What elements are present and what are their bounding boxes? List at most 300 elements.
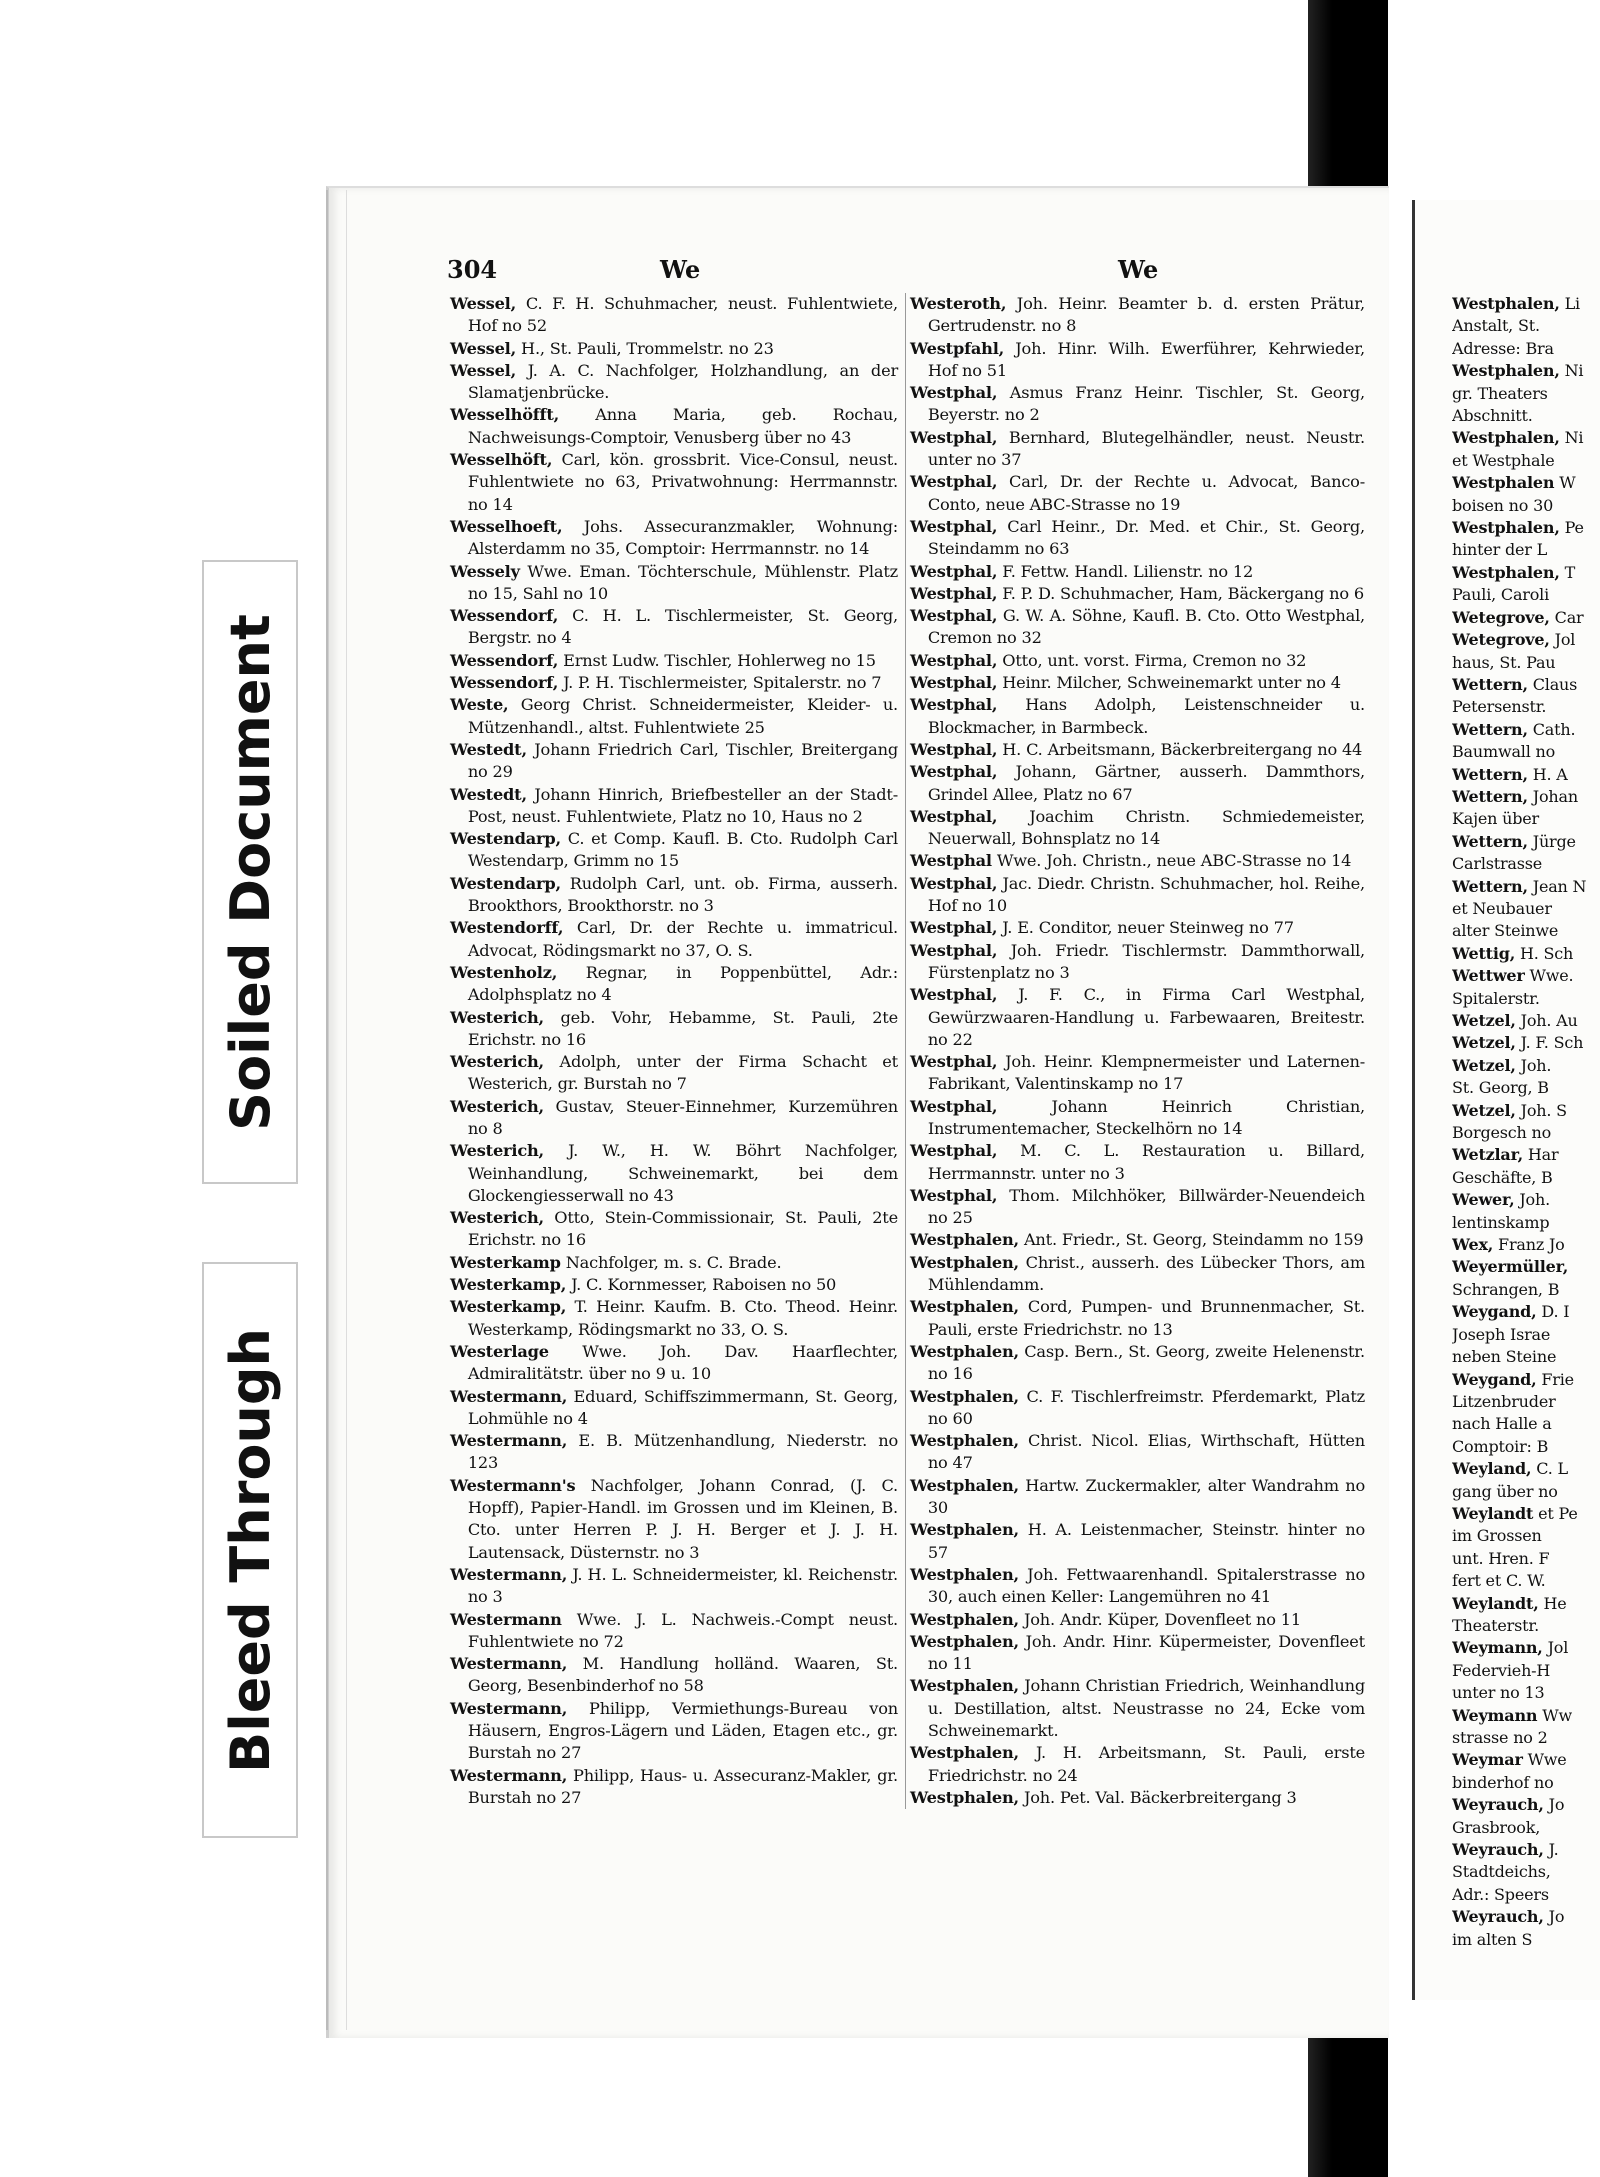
directory-entry [1452,293,1600,315]
directory-entry [1452,1458,1600,1480]
entry-details: H. A [1532,764,1568,784]
directory-entry [450,1609,898,1654]
directory-entry [910,1252,1365,1297]
entry-surname: Westphalen, [910,1609,1019,1629]
directory-entry [1452,338,1600,360]
entry-details: Joh. Fettwaarenhandl. Spitalerstrasse no 30, auch einen Keller: Langemühren no 41 [927,1564,1365,1607]
directory-entry [910,605,1365,650]
entry-details: St. Georg, B [1452,1078,1549,1098]
directory-entry [1452,898,1600,920]
entry-details: Abschnitt. [1452,406,1533,426]
entry-details: C. F. Tischlerfreimstr. Pferdemarkt, Platz no 60 [927,1386,1365,1428]
directory-entry [1452,405,1600,427]
entry-details: boisen no 30 [1452,495,1554,515]
directory-entry [1452,1234,1600,1256]
directory-entry [1452,943,1600,965]
entry-details: unt. Hren. F [1452,1548,1550,1568]
entry-details: Otto, unt. vorst. Firma, Cremon no 32 [1002,650,1307,670]
entry-surname: Westerich, [450,1052,544,1072]
directory-entry [1452,1929,1600,1951]
entry-details: Eduard, Schiffszimmermann, St. Georg, Lohmühle no 4 [467,1386,898,1428]
entry-details: Carl, Dr. der Rechte u. immatricul. Advocat, Rödingsmarkt no 37, O. S. [467,918,898,960]
entry-surname: Wettern, [1452,764,1528,784]
directory-entry [1452,719,1600,741]
directory-entry [450,1698,898,1765]
entry-details: Wwe. [1529,966,1574,986]
entry-details: fert et C. W. [1452,1571,1546,1591]
directory-entry [1452,1077,1600,1099]
directory-entry [450,917,898,962]
entry-details: Ernst Ludw. Tischler, Hohlerweg no 15 [563,650,876,670]
entry-details: haus, St. Pau [1452,652,1556,672]
entry-details: Theaterstr. [1452,1615,1539,1635]
entry-surname: Westphalen, [1452,562,1560,582]
directory-entry [1452,741,1600,763]
entry-details: Johann Christian Friedrich, Weinhandlung u. Destillation, altst. Neustrasse no 24, Ecke vom Schweinemarkt. [927,1676,1365,1740]
entry-details: Johann Hinrich, Briefbesteller an der Stadt-Post, neust. Fuhlentwiete, Platz no 10, Haus no 2 [467,784,898,826]
entry-details: Joh. Au [1520,1011,1578,1030]
entry-surname: Weygand, [1452,1369,1537,1389]
directory-entry [1452,1839,1600,1861]
entry-surname: Westendarp, [450,873,561,893]
directory-entry [1452,696,1600,718]
directory-entry [1452,1413,1600,1435]
directory-entry [1452,1369,1600,1391]
directory-entry [910,940,1365,985]
entry-details: Johann Friedrich Carl, Tischler, Breitergang no 29 [467,739,898,782]
directory-entry [450,1564,898,1609]
directory-entry [1452,1503,1600,1525]
directory-entry [1452,786,1600,808]
entry-details: Carl Heinr., Dr. Med. et Chir., St. Georg, Steindamm no 63 [927,516,1365,559]
entry-details: Ww [1542,1705,1572,1725]
directory-entry [1452,1481,1600,1503]
directory-entry [1452,1055,1600,1077]
entry-details: Li [1564,294,1580,313]
entry-details: Kajen über [1452,809,1539,829]
entry-details: gang über no [1452,1481,1558,1501]
directory-entry [450,1386,898,1431]
entry-details: J. W., H. W. Böhrt Nachfolger, Weinhandlung, Schweinemarkt, bei dem Glockengiesserwall no 43 [467,1141,898,1205]
entry-details: Schrangen, B [1452,1279,1560,1299]
directory-entry [910,1096,1365,1141]
entry-details: Car [1554,607,1584,627]
directory-entry [1452,1749,1600,1771]
entry-details: Borgesch no [1452,1123,1552,1143]
entry-details: Joh. Hinr. Wilh. Ewerführer, Kehrwieder, Hof no 51 [927,338,1365,380]
entry-surname: Westphal, [910,561,998,581]
entry-details: Asmus Franz Heinr. Tischler, St. Georg, Beyerstr. no 2 [927,383,1365,425]
entry-surname: Westphalen, [1452,361,1560,381]
entry-surname: Westeroth, [910,294,1007,313]
directory-entry [1452,1615,1600,1637]
entry-details: Cath. [1532,719,1576,739]
directory-entry [450,1475,898,1564]
entry-details: Carl, Dr. der Rechte u. Advocat, Banco-Conto, neue ABC-Strasse no 19 [927,472,1365,514]
entry-details: F. Fettw. Handl. Lilienstr. no 12 [1002,561,1254,581]
directory-entry [1452,1884,1600,1906]
directory-entry [1452,472,1600,494]
entry-surname: Weylandt, [1452,1593,1539,1613]
directory-entry [910,761,1365,806]
entry-details: alter Steinwe [1452,921,1559,941]
directory-entry [1452,876,1600,898]
directory-entry [450,1252,898,1274]
entry-surname: Westerich, [450,1096,544,1116]
entry-surname: Weyrauch, [1452,1907,1544,1927]
entry-details: Franz Jo [1498,1235,1565,1255]
directory-entry [450,1341,898,1386]
entry-details: Pe [1564,518,1584,538]
directory-entry [450,828,898,873]
directory-entry [1452,1391,1600,1413]
directory-entry [450,293,898,338]
entry-surname: Westphalen, [910,1631,1019,1651]
bleed-through-label-text: Bleed Through [218,1327,282,1773]
entry-details: Federvieh-H [1452,1660,1551,1680]
directory-entry [910,1229,1365,1251]
entry-surname: Westphal, [910,383,998,403]
soiled-document-label [202,560,298,1184]
directory-entry [450,605,898,650]
entry-details: Wwe. Eman. Töchterschule, Mühlenstr. Platz no 15, Sahl no 10 [467,561,898,603]
entry-details: Rudolph Carl, unt. ob. Firma, ausserh. Brookthors, Brookthorstr. no 3 [467,873,898,916]
entry-details: Comptoir: B [1452,1436,1549,1456]
page-edge [326,190,347,2030]
directory-entry [1452,1525,1600,1547]
entry-details: geb. Vohr, Hebamme, St. Pauli, 2te Erichstr. no 16 [467,1007,898,1049]
entry-details: Jac. Diedr. Christn. Schuhmacher, hol. Reihe, Hof no 10 [927,873,1365,916]
entry-surname: Weyland, [1452,1459,1532,1479]
directory-entry [450,1430,898,1475]
entry-details: Joh. [1519,1190,1550,1210]
directory-entry [1452,652,1600,674]
entry-details: Joseph Israe [1452,1324,1551,1344]
entry-details: Wwe [1527,1750,1567,1770]
entry-details: Joh. Heinr. Klempnermeister und Laternen-Fabrikant, Valentinskamp no 17 [927,1052,1365,1094]
entry-details: nach Halle a [1452,1414,1552,1434]
entry-details: H. A. Leistenmacher, Steinstr. hinter no 57 [927,1520,1366,1562]
entry-details: Frie [1541,1369,1574,1389]
directory-entry [1452,764,1600,786]
entry-surname: Wetegrove, [1452,607,1550,627]
entry-details: gr. Theaters [1452,383,1548,403]
entry-details: Georg Christ. Schneidermeister, Kleider- u. Mützenhandl., altst. Fuhlentwiete 25 [467,695,898,737]
entry-details: Litzenbruder [1452,1391,1556,1411]
entry-surname: Westpfahl, [910,338,1005,358]
directory-entry [910,583,1365,605]
entry-surname: Wettern, [1452,831,1528,851]
entry-surname: Wetzlar, [1452,1145,1524,1165]
directory-entry [450,694,898,739]
entry-surname: Westphal, [910,1096,998,1116]
entry-details: Grasbrook, [1452,1817,1541,1837]
entry-surname: Wettern, [1452,786,1528,806]
entry-surname: Westphalen, [910,1520,1019,1540]
directory-entry [910,1430,1365,1475]
entry-details: Adolph, unter der Firma Schacht et Westerich, gr. Burstah no 7 [467,1052,898,1094]
directory-entry [1452,1794,1600,1816]
directory-entry [910,1631,1365,1676]
entry-surname: Westphal, [910,762,998,782]
entry-details: G. W. A. Söhne, Kaufl. B. Cto. Otto Westphal, Cremon no 32 [927,606,1365,648]
directory-entry [910,984,1365,1051]
entry-details: Otto, Stein-Commissionair, St. Pauli, 2te Erichstr. no 16 [467,1208,898,1250]
directory-entry [450,360,898,405]
entry-surname: Westphalen, [910,1431,1019,1451]
entry-details: Anstalt, St. [1452,316,1540,336]
entry-surname: Westphalen, [1452,428,1560,448]
entry-details: Jol [1547,1638,1569,1658]
entry-details: Hans Adolph, Leistenschneider u. Blockmacher, in Barmbeck. [927,695,1365,737]
entry-details: J. H. Arbeitsmann, St. Pauli, erste Friedrichstr. no 24 [927,1743,1365,1785]
entry-details: Ni [1564,428,1584,448]
entry-details: Ant. Friedr., St. Georg, Steindamm no 159 [1023,1230,1364,1250]
entry-details: im alten S [1452,1929,1533,1949]
directory-entry [910,1742,1365,1787]
entry-surname: Westphalen, [910,1230,1019,1250]
directory-entry [1452,1346,1600,1368]
entry-surname: Westphalen, [910,1787,1019,1807]
entry-surname: Westermann, [450,1698,568,1718]
directory-entry [1452,1256,1600,1278]
directory-column-left [450,293,898,1809]
entry-details: unter no 13 [1452,1683,1545,1703]
entry-surname: Westphal, [910,806,998,826]
entry-details: Joh. Friedr. Tischlermstr. Dammthorwall, Fürstenplatz no 3 [927,940,1365,982]
directory-entry [1452,1436,1600,1458]
entry-details: Nachfolger, Johann Conrad, (J. C. Hopff), Papier-Handl. im Grossen und im Kleinen, B. Cto. unter Herren P. J. H. Berger et J. J. H. Lautensack, Düsternstr. no 3 [467,1475,898,1562]
entry-surname: Westenholz, [450,962,558,982]
entry-details: Har [1527,1145,1559,1165]
directory-entry [450,449,898,516]
directory-entry [910,293,1365,338]
entry-surname: Westphal, [910,873,998,893]
directory-entry [1452,1705,1600,1727]
entry-surname: Westphal, [910,739,998,759]
entry-surname: Westphal, [910,1185,998,1205]
bleed-through-label [202,1262,298,1838]
entry-details: C. H. L. Tischlermeister, St. Georg, Bergstr. no 4 [467,606,898,648]
directory-entry [1452,1593,1600,1615]
directory-entry [910,1140,1365,1185]
entry-details: W [1559,473,1576,493]
directory-entry [910,739,1365,761]
entry-surname: Westerkamp [450,1252,561,1272]
entry-surname: Weyrauch, [1452,1840,1544,1860]
directory-entry [910,850,1365,872]
directory-entry [1452,495,1600,517]
directory-entry [1452,1772,1600,1794]
entry-details: hinter der L [1452,540,1548,560]
directory-entry [450,516,898,561]
entry-surname: Westerich, [450,1208,544,1228]
entry-surname: Weygand, [1452,1302,1537,1322]
entry-surname: Westphal, [910,606,998,626]
entry-details: J. [1548,1840,1559,1860]
entry-surname: Westphalen, [1452,294,1560,313]
entry-details: E. B. Mützenhandlung, Niederstr. no 123 [467,1431,898,1473]
directory-entry [450,338,898,360]
entry-surname: Wessendorf, [450,606,559,626]
directory-entry [1452,1861,1600,1883]
entry-details: Johann Heinrich Christian, Instrumentemacher, Steckelhörn no 14 [927,1096,1365,1138]
directory-entry [1452,808,1600,830]
entry-surname: Wettwer [1452,966,1525,986]
directory-entry [910,1787,1365,1809]
directory-entry [910,471,1365,516]
entry-surname: Westphal, [910,985,998,1005]
entry-details: Carl, kön. grossbrit. Vice-Consul, neust. Fuhlentwiete no 63, Privatwohnung: Herrmannstr. no 14 [467,450,898,514]
entry-surname: Weyrauch, [1452,1795,1544,1815]
entry-details: Gustav, Steuer-Einnehmer, Kurzemühren no 8 [467,1096,898,1138]
entry-details: lentinskamp [1452,1212,1550,1232]
directory-entry [1452,427,1600,449]
directory-entry [1452,965,1600,987]
directory-entry [450,1140,898,1207]
directory-entry [910,427,1365,472]
entry-details: Claus [1532,674,1578,694]
entry-details: C. F. H. Schuhmacher, neust. Fuhlentwiete, Hof no 52 [467,294,898,336]
directory-entry [450,784,898,829]
entry-surname: Westphal, [910,673,998,693]
directory-entry [910,650,1365,672]
directory-entry [1452,360,1600,382]
entry-details: et Pe [1538,1503,1578,1523]
directory-entry [1452,383,1600,405]
entry-details: Jürge [1532,831,1576,851]
entry-details: Joh. Andr. Hinr. Küpermeister, Dovenfleet no 11 [927,1631,1365,1674]
directory-entry [450,1207,898,1252]
entry-details: Thom. Milchhöker, Billwärder-Neuendeich no 25 [927,1185,1365,1228]
entry-details: H., St. Pauli, Trommelstr. no 23 [521,338,774,358]
entry-details: Jo [1548,1907,1565,1927]
directory-entry [1452,674,1600,696]
entry-surname: Westphalen, [910,1676,1019,1696]
entry-details: Petersenstr. [1452,697,1547,717]
directory-entry [910,1386,1365,1431]
entry-surname: Wessel, [450,360,517,380]
directory-entry [1452,1189,1600,1211]
entry-surname: Westerich, [450,1141,544,1161]
directory-entry [910,1519,1365,1564]
directory-entry [450,561,898,606]
directory-entry [450,1765,898,1810]
entry-details: M. C. L. Restauration u. Billard, Herrmannstr. unter no 3 [927,1141,1365,1183]
entry-surname: Westerkamp, [450,1275,567,1295]
entry-details: Bernhard, Blutegelhändler, neust. Neustr. unter no 37 [927,427,1365,470]
entry-surname: Westphal, [910,695,998,715]
entry-surname: Westphal, [910,516,998,536]
entry-details: Johan [1532,786,1578,806]
entry-surname: Westermann, [450,1386,568,1406]
entry-surname: Wessendorf, [450,673,559,693]
directory-entry [1452,1122,1600,1144]
directory-entry [1452,584,1600,606]
entry-details: J. F. Sch [1520,1033,1584,1053]
directory-entry [1452,1660,1600,1682]
entry-details: Joachim Christn. Schmiedemeister, Neuerwall, Bohnsplatz no 14 [927,806,1366,849]
entry-details: Johann, Gärtner, ausserh. Dammthors, Grindel Allee, Platz no 67 [927,762,1365,804]
directory-entry [910,806,1365,851]
entry-details: F. P. D. Schuhmacher, Ham, Bäckergang no 6 [1002,583,1364,603]
entry-details: Wwe. Joh. Christn., neue ABC-Strasse no 14 [996,851,1352,871]
entry-surname: Wetzel, [1452,1055,1516,1075]
entry-details: J. F. C., in Firma Carl Westphal, Gewürzwaaren-Handlung u. Farbewaaren, Breitestr. no 22 [927,985,1366,1049]
entry-details: Spitalerstr. [1452,988,1540,1008]
directory-entry [1452,1279,1600,1301]
entry-surname: Westphalen, [910,1252,1019,1272]
entry-details: Jol [1554,630,1576,650]
entry-surname: Wetegrove, [1452,630,1550,650]
entry-details: T [1564,562,1576,582]
entry-details: im Grossen [1452,1526,1542,1546]
entry-surname: Wessel, [450,294,517,313]
entry-surname: Westphalen, [910,1386,1019,1406]
entry-details: Philipp, Vermiethungs-Bureau von Häusern, Engros-Lägern und Läden, Etagen etc., gr. Burstah no 27 [467,1698,898,1763]
entry-surname: Westphal, [910,940,998,960]
entry-details: Joh. Andr. Küper, Dovenfleet no 11 [1023,1609,1301,1629]
running-head-right: We [1118,255,1159,284]
entry-details: T. Heinr. Kaufm. B. Cto. Theod. Heinr. Westerkamp, Rödingsmarkt no 33, O. S. [467,1297,898,1339]
entry-surname: Wetzel, [1452,1033,1516,1053]
directory-column-middle [905,293,1365,1809]
entry-details: Casp. Bern., St. Georg, zweite Helenenstr. no 16 [927,1341,1365,1384]
entry-surname: Westphal, [910,583,998,603]
entry-details: Stadtdeichs, [1452,1862,1551,1882]
entry-details: Joh. [1520,1055,1552,1075]
entry-surname: Weymann [1452,1705,1538,1725]
entry-details: H. Sch [1519,943,1574,963]
directory-entry [1452,1167,1600,1189]
directory-entry [450,962,898,1007]
entry-surname: Wessel, [450,338,517,358]
directory-entry [910,917,1365,939]
entry-surname: Weyermüller, [1452,1257,1569,1277]
directory-entry [450,404,898,449]
running-head-left: We [660,255,701,284]
directory-entry [1452,1212,1600,1234]
entry-details: J. A. C. Nachfolger, Holzhandlung, an der Slamatjenbrücke. [467,360,898,403]
entry-surname: Westendorff, [450,918,564,938]
entry-details: et Neubauer [1452,898,1552,918]
entry-surname: Westermann, [450,1765,568,1785]
entry-surname: Wettig, [1452,943,1516,963]
entry-surname: Westphalen, [910,1564,1019,1584]
directory-entry [910,1475,1365,1520]
entry-details: Heinr. Milcher, Schweinemarkt unter no 4 [1002,673,1341,693]
entry-surname: Wettern, [1452,876,1528,896]
entry-surname: Wewer, [1452,1190,1515,1210]
directory-entry [450,873,898,918]
entry-details: Ni [1564,361,1584,381]
directory-entry [1452,607,1600,629]
entry-details: Christ., ausserh. des Lübecker Thors, am Mühlendamm. [927,1252,1365,1295]
directory-entry [910,1609,1365,1631]
entry-details: Carlstrasse [1452,854,1543,874]
entry-details: Nachfolger, m. s. C. Brade. [565,1252,782,1272]
entry-surname: Westphal, [910,472,998,492]
directory-entry [910,873,1365,918]
entry-details: Wwe. Joh. Dav. Haarflechter, Admiralitätstr. über no 9 u. 10 [467,1341,898,1384]
entry-details: Anna Maria, geb. Rochau, Nachweisungs-Comptoir, Venusberg über no 43 [467,405,898,447]
entry-surname: Westphal, [910,427,998,447]
directory-entry [910,1675,1365,1742]
directory-entry [1452,1570,1600,1592]
directory-entry [1452,1032,1600,1054]
entry-surname: Westphalen, [910,1297,1019,1317]
directory-entry [450,1051,898,1096]
